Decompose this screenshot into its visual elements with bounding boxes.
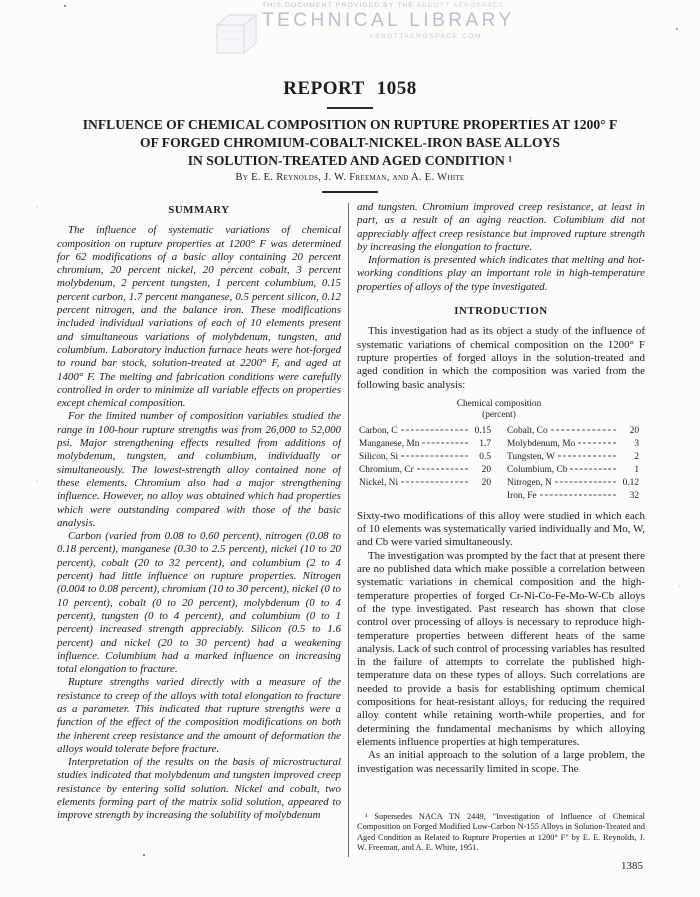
table-row	[359, 477, 491, 490]
scan-noise	[0, 0, 2, 2]
dotted-leader	[401, 481, 468, 482]
element-label: Manganese, Mn	[359, 438, 420, 449]
body-paragraph: The investigation was prompted by the fact that at present there are no published data which make possible a correlation between systematic variations in chemical composition and the high-temperature properties of forged Cr-Ni-Co-Fe-Mo-W-Cb alloys of the type investigated. Past research has shown that close control over processing of alloys is necessary to reproduce high-temperature properties between different heats of the same analysis. Lack of such control of processing variables has resulted in the failure of attempts to correlate the published high-temperature data on these types of alloys. Such correlations are needed to provide a basis for establishing optimum chemical compositions for heat-resistant alloys, for reducing the required alloy content while retaining worth-while properties, and for determining the fundamental mechanisms by which alloying elements influence properties at high temperatures.	[357, 549, 645, 748]
element-label: Carbon, C	[359, 425, 398, 436]
body-paragraph: As an initial approach to the solution of a large problem, the investigation was necessarily limited in scope. The	[357, 749, 645, 775]
table-row	[507, 438, 639, 451]
dotted-leader	[401, 429, 468, 430]
report-number: REPORT 1058	[283, 78, 417, 99]
dotted-leader	[422, 442, 468, 443]
dotted-leader	[540, 494, 616, 495]
byline: By E. E. Reynolds, J. W. Freeman, and A. E. White	[235, 172, 465, 183]
introduction-paragraph: This investigation had as its object a study of the influence of systematic variations of chemical composition on the 1200° F rupture properties of forged alloys in the solution-treated and aged condition in which the composition was varied from the following basic analysis:	[357, 325, 645, 391]
summary-heading: SUMMARY	[168, 204, 230, 216]
element-label: Nitrogen, N	[507, 477, 552, 488]
table-row	[507, 451, 639, 464]
byline-divider-rule	[322, 191, 378, 193]
table-caption-line-2: (percent)	[482, 409, 516, 420]
element-value: 1.7	[479, 438, 491, 449]
dotted-leader	[551, 429, 616, 430]
paper-title	[40, 116, 660, 170]
right-column	[357, 201, 645, 873]
dotted-leader	[401, 455, 468, 456]
two-column-body	[57, 201, 645, 873]
element-label: Iron, Fe	[507, 490, 537, 501]
watermark-brand-text: ABBOTT AEROSPACE	[416, 2, 505, 9]
element-value: 0.15	[474, 425, 491, 436]
table-row	[359, 464, 491, 477]
paper-title-line-2: OF FORGED CHROMIUM-COBALT-NICKEL-IRON BASE ALLOYS	[140, 135, 560, 150]
column-divider-rule	[348, 203, 349, 857]
table-caption	[359, 399, 639, 421]
element-label: Cobalt, Co	[507, 425, 548, 436]
table-row	[359, 451, 491, 464]
watermark	[200, 2, 540, 40]
table-row	[359, 425, 491, 438]
page-number: 1385	[621, 859, 643, 872]
watermark-provider-text: THIS DOCUMENT PROVIDED BY THE	[262, 2, 414, 9]
table-row	[507, 477, 639, 490]
summary-paragraph: Carbon (varied from 0.08 to 0.60 percent), nitrogen (0.08 to 0.18 percent), manganese (0.30 to 2.5 percent), nickel (10 to 20 percent), cobalt (20 to 32 percent), and columbium (2 to 4 percent) had little influence on rupture properties. Nitrogen (0.004 to 0.08 percent), chromium (10 to 30 percent), nickel (0 to 10 percent), cobalt (0 to 20 percent), molybdenum (0 to 4 percent), tungsten (0 to 4 percent), and columbium (0 to 1 percent) increased strength appreciably. Silicon (0.5 to 1.6 percent) and nickel (20 to 30 percent) had a weakening influence. Columbium had a marked influence on increasing total elongation to fracture.	[57, 530, 341, 676]
element-value: 32	[629, 490, 639, 501]
element-value: 20	[481, 464, 491, 475]
table-row	[507, 425, 639, 438]
watermark-provider-line	[262, 2, 540, 9]
summary-paragraph: Information is presented which indicates that melting and hot-working conditions play an important role in high-temperature properties of alloys of the type investigated.	[357, 254, 645, 293]
element-label: Nickel, Ni	[359, 477, 399, 488]
dotted-leader	[578, 442, 616, 443]
element-value: 20	[481, 477, 491, 488]
body-paragraph: Sixty-two modifications of this alloy were studied in which each of 10 elements was systematically varied individually and Mo, W, and Cb were varied simultaneously.	[357, 509, 645, 549]
paper-title-line-3: IN SOLUTION-TREATED AND AGED CONDITION ¹	[187, 153, 513, 168]
table-caption-line-1: Chemical composition	[456, 398, 542, 409]
element-value: 3	[634, 438, 639, 449]
element-value: 2	[634, 451, 639, 462]
element-value: 0.5	[479, 451, 491, 462]
left-column	[57, 201, 341, 873]
table-right-column	[507, 425, 639, 503]
dotted-leader	[555, 481, 616, 482]
summary-continuation-paragraph: and tungsten. Chromium improved creep resistance, at least in part, as a result of an aging reaction. Columbium did not appreciably affect creep resistance but improved rupture strength by increasing the elongation to fracture.	[357, 201, 645, 253]
element-label: Tungsten, W	[507, 451, 555, 462]
watermark-library-title: TECHNICAL LIBRARY	[262, 10, 515, 31]
footnote: ¹ Supersedes NACA TN 2449, "Investigation of Influence of Chemical Composition on Forged Modified Low-Carbon N-155 Alloys in Solution-Treated and Aged Condition as Related to Rupture Properties at 1200° F" by E. E. Reynolds, J. W. Freeman, and A. E. White, 1951.	[357, 812, 645, 853]
element-value: 20	[629, 425, 639, 436]
element-label: Chromium, Cr	[359, 464, 414, 475]
dotted-leader	[558, 455, 616, 456]
paper-title-line-1: INFLUENCE OF CHEMICAL COMPOSITION ON RUPTURE PROPERTIES AT 1200° F	[82, 117, 618, 132]
element-label: Silicon, Si	[359, 451, 399, 462]
element-label: Molybdenum, Mo	[507, 438, 576, 449]
element-value: 0.12	[622, 477, 639, 488]
dotted-leader	[570, 468, 616, 469]
title-divider-rule	[327, 107, 373, 109]
table-row	[507, 490, 639, 503]
table-row	[359, 438, 491, 451]
summary-paragraph: The influence of systematic variations of chemical composition on rupture properties at 1200° F was determined for 62 modifications of a basic alloy containing 20 percent chromium, 20 percent nickel, 20 percent cobalt, 3 percent molybdenum, 2 percent tungsten, 1 percent columbium, 0.15 percent carbon, 1.7 percent manganese, 0.5 percent silicon, 0.12 percent nitrogen, and the balance iron. These modifications included individual variations of each of 10 elements present and simultaneous variations of molybdenum, tungsten, and columbium. Laboratory induction furnace heats were hot-forged to round bar stock, solution-treated at 2200° F, and aged at 1400° F. The melting and fabrication conditions were carefully controlled in order to minimize all variable effects on properties except chemical composition.	[57, 224, 341, 410]
element-value: 1	[634, 464, 639, 475]
table-left-column	[359, 425, 491, 503]
abbott-aerospace-cube-logo	[208, 8, 262, 60]
chemical-composition-table	[359, 399, 639, 503]
summary-paragraph: Rupture strengths varied directly with a measure of the resistance to creep of the alloys with total elongation to fracture as a parameter. This indicated that rupture strengths were a function of the effect of the composition modifications on both the inherent creep resistance and the amount of deformation the alloys would tolerate before fracture.	[57, 676, 341, 755]
summary-paragraph: Interpretation of the results on the basis of microstructural studies indicated that molybdenum and tungsten improved creep resistance by entering solid solution. Nickel and cobalt, two elements forming part of the matrix solid solution, appeared to improve strength by increasing the solubility of molybdenum	[57, 756, 341, 822]
table-columns	[359, 425, 639, 503]
summary-paragraph: For the limited number of composition variables studied the range in 100-hour rupture strengths was from 26,000 to 52,000 psi. Major strengthening effects resulted from additions of molybdenum, tungsten, and columbium, individually or simultaneously. The lowest-strength alloy contained none of these elements. Chromium also had a major strengthening influence. However, no alloy was obtained which had properties which were outstanding compared with those of the basic analysis.	[57, 410, 341, 529]
introduction-heading: INTRODUCTION	[454, 305, 548, 318]
dotted-leader	[417, 468, 468, 469]
element-label: Columbium, Cb	[507, 464, 568, 475]
table-row	[507, 464, 639, 477]
watermark-url: ABBOTTAEROSPACE.COM	[369, 33, 482, 40]
